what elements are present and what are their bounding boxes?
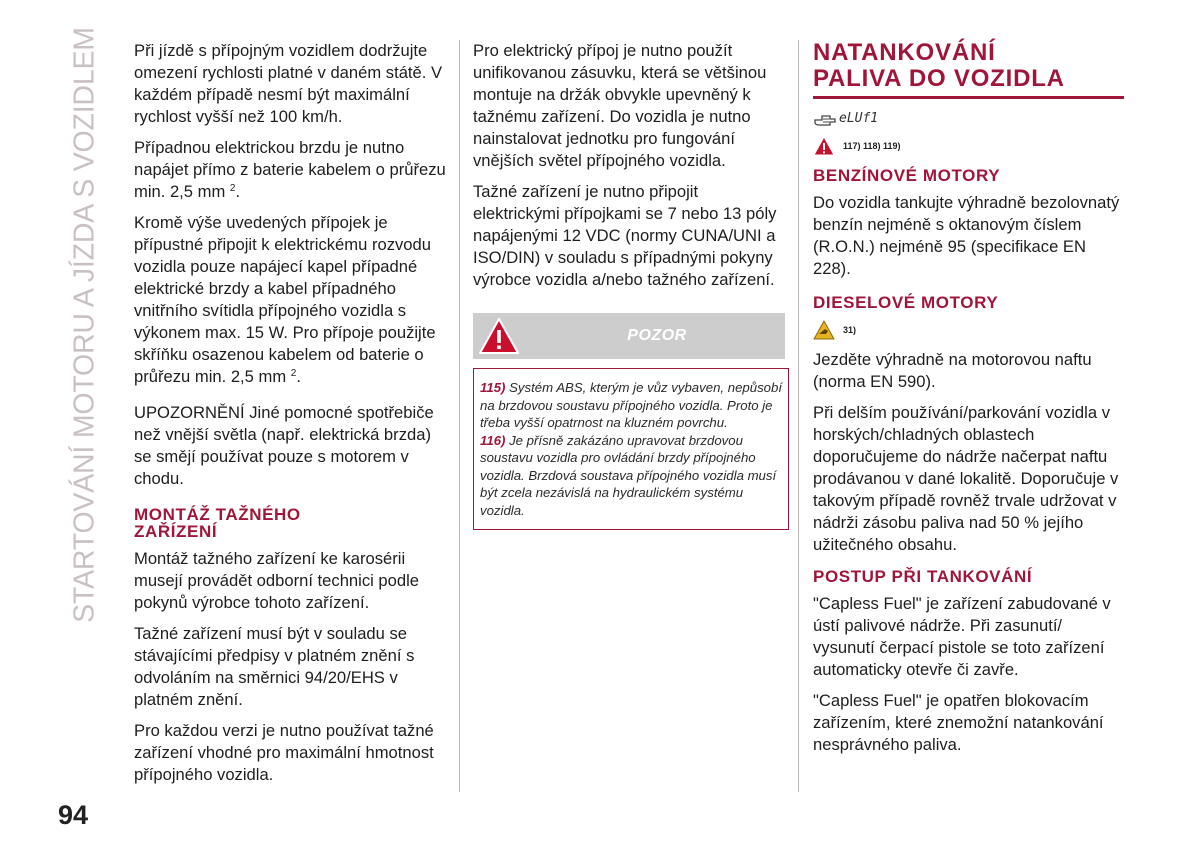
paragraph-text: Kromě výše uvedených přípojek je přípustné připojit k elektrickému rozvodu vozidla pouze napájecí kapel případné elektrické brzdy a kabel případného vnitřního svítidla přípojného vozidla s výkonem max. 15 W. Pro přípoje použijte skříňku osazenou kabelem od baterie o průřezu min. 2,5 mm — [134, 213, 436, 386]
column-2 — [473, 40, 785, 530]
fuel-logo — [813, 109, 1125, 129]
paragraph-capless-lock: "Capless Fuel" je opatřen blokovacím zařízením, které znemožní natankování nesprávného paliva. — [813, 691, 1104, 754]
title-line: NATANKOVÁNÍ — [813, 39, 996, 66]
paragraph-electric-brake — [134, 137, 446, 203]
note-text: Je přísně zakázáno upravovat brzdovou soustavu vozidla pro ovládání brzdy přípojného vozidla. Brzdová soustava přípojného vozidla musí být zcela nezávislá na hydraulickém systému vozidla. — [480, 432, 777, 518]
warning-note — [480, 432, 786, 520]
column-3 — [813, 40, 1125, 765]
column-divider — [459, 40, 460, 792]
warning-note — [480, 379, 786, 432]
caution-references — [813, 319, 1125, 341]
reference-numbers: 31) — [843, 325, 857, 335]
fuel-hand-icon — [813, 110, 837, 128]
paragraph-petrol: Do vozidla tankujte výhradně bezolovnatý benzín nejméně s oktanovým číslem (R.O.N.) nejméně 95 (specifikace EN 228). — [813, 193, 1120, 278]
paragraph-text: Případnou elektrickou brzdu je nutno napájet přímo z baterie kabelem o průřezu min. 2,5 mm — [134, 138, 446, 201]
reference-numbers: 117) 118) 119) — [843, 141, 901, 151]
column-divider — [798, 40, 799, 792]
page-number: 94 — [58, 800, 89, 830]
section-title-vertical: STARTOVÁNÍ MOTORU A JÍZDA S VOZIDLEM — [68, 27, 101, 623]
title-underline — [813, 96, 1124, 99]
heading-line: ZAŘÍZENÍ — [134, 522, 218, 541]
superscript: 2 — [229, 183, 236, 194]
warning-banner-label: POZOR — [627, 327, 687, 344]
paragraph-wiring: Tažné zařízení je nutno připojit elektrickými přípojkami se 7 nebo 13 póly napájenými 12 VDC (normy CUNA/UNI a ISO/DIN) v souladu s případnými pokyny výrobce vozidla a/nebo tažného zařízení. — [473, 182, 777, 289]
paragraph-regulations: Tažné zařízení musí být v souladu se stávajícími předpisy v platném znění s odvoláním na směrnici 94/20/EHS v platném znění. — [134, 624, 415, 709]
heading-line: MONTÁŽ TAŽNÉHO — [134, 505, 301, 524]
note-number: 115) — [480, 380, 506, 395]
punctuation: . — [296, 367, 301, 386]
warning-triangle-red-icon — [813, 136, 835, 156]
paragraph-cold-climate: Při delším používání/parkování vozidla v horských/chladných oblastech doporučujeme do nádrže načerpat naftu prodávanou v dané lokalitě. Doporučuje v takovým případě rovněž trvale udržovat v nádrži zásobu paliva nad 50 % jejího užitečného obsahu. — [813, 403, 1119, 554]
warning-notes-box — [473, 368, 789, 530]
title-line: PALIVA DO VOZIDLA — [813, 65, 1065, 92]
paragraph-speed-limit: Při jízdě s přípojným vozidlem dodržujte omezení rychlosti platné v daném státě. V každém případě nesmí být maximální rychlost vyšší než 100 km/h. — [134, 41, 443, 126]
heading-tow-bar-installation — [134, 506, 446, 540]
sidebar-section-title — [60, 27, 110, 623]
paragraph-diesel-fuel: Jezděte výhradně na motorovou naftu (norma EN 590). — [813, 350, 1092, 391]
superscript: 2 — [290, 368, 297, 379]
page-title — [813, 40, 1125, 92]
note-text: Systém ABS, kterým je vůz vybaven, nepůsobí na brzdovou soustavu přípojného vozidla. Proto je třeba vyšší opatrnost na kluzném povrchu. — [480, 380, 782, 430]
heading-petrol-engines: BENZÍNOVÉ MOTORY — [813, 166, 1001, 185]
note-number: 116) — [480, 432, 506, 448]
warning-references — [813, 135, 1125, 157]
paragraph-installation: Montáž tažného zařízení ke karosérii musejí provádět odborní technici podle pokynů výrobce tohoto zařízení. — [134, 549, 420, 612]
warning-banner — [473, 313, 785, 359]
heading-refuelling-procedure: POSTUP PŘI TANKOVÁNÍ — [813, 567, 1033, 586]
punctuation: . — [235, 182, 241, 201]
paragraph-weight: Pro každou verzi je nutno používat tažné zařízení vhodné pro maximální hmotnost přípojného vozidla. — [134, 721, 434, 784]
paragraph-capless-fuel: "Capless Fuel" je zařízení zabudované v ústí palivové nádrže. Při zasunutí/ vysunutí čerpací pistole se toto zařízení automaticky otevře či zavře. — [813, 594, 1111, 679]
paragraph-note: UPOZORNĚNÍ Jiné pomocné spotřebiče než vnější světla (např. elektrická brzda) se smějí používat pouze s motorem v chodu. — [134, 403, 434, 488]
warning-triangle-yellow-icon — [813, 320, 835, 340]
paragraph-socket: Pro elektrický přípoj je nutno použít unifikovanou zásuvku, která se většinou montuje na držák obvykle upevněný k tažnému zařízení. Do vozidla je nutno nainstalovat jednotku pro fungování vnějších světel přípojného vozidla. — [473, 41, 767, 170]
fuel-logo-text: eLUf1 — [839, 111, 879, 126]
heading-diesel-engines: DIESELOVÉ MOTORY — [813, 293, 999, 312]
column-1 — [134, 40, 446, 795]
paragraph-connections — [134, 212, 446, 388]
